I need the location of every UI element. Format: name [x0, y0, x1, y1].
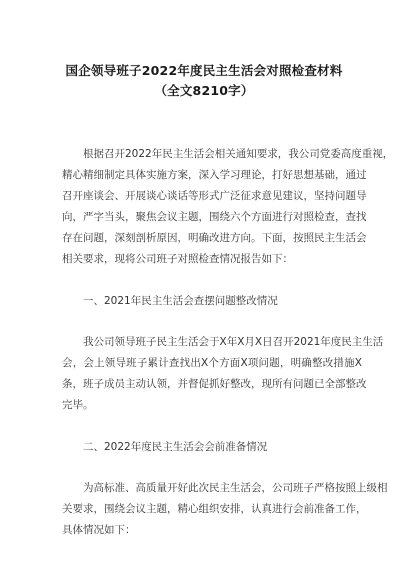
- section2-line: 具体情况如下：: [62, 524, 136, 536]
- intro-line: 根据召开2022年民主生活会相关通知要求，我公司党委高度重视，: [62, 148, 394, 160]
- section-heading-1: 一、2021年民主生活会查摆问题整改情况: [62, 295, 278, 307]
- intro-line: 精心精细制定具体实施方案，深入学习理论，打好思想基础，通过: [62, 169, 367, 181]
- intro-line: 向，严字当头，聚焦会议主题，围绕六个方面进行对照检查，查找: [62, 211, 367, 223]
- intro-line: 相关要求，现将公司班子对照检查情况报告如下：: [62, 253, 293, 265]
- intro-line: 存在问题，深刻剖析原因，明确改进方向。下面，按照民主生活会: [62, 232, 367, 244]
- document-subtitle: （全文8210字）: [154, 83, 254, 98]
- section1-line: 条，班子成员主动认领，并督促抓好整改，现所有问题已全部整改: [62, 378, 367, 390]
- section1-line: 我公司领导班子民主生活会于X年X月X日召开2021年度民主生活: [62, 336, 384, 348]
- section2-line: 关要求，围绕会议主题，精心组织安排，认真进行会前准备工作，: [62, 503, 367, 515]
- intro-line: 召开座谈会、开展谈心谈话等形式广泛征求意见建议，坚持问题导: [62, 190, 367, 202]
- section-heading-2: 二、2022年度民主生活会会前准备情况: [62, 441, 268, 453]
- section1-line: 会，会上领导班子累计查找出X个方面X项问题，明确整改措施X: [62, 357, 362, 369]
- document-title: 国企领导班子2022年度民主生活会对照检查材料: [65, 63, 343, 78]
- section1-line: 完毕。: [62, 399, 94, 411]
- section2-line: 为高标准、高质量开好此次民主生活会，公司班子严格按照上级相: [62, 482, 388, 494]
